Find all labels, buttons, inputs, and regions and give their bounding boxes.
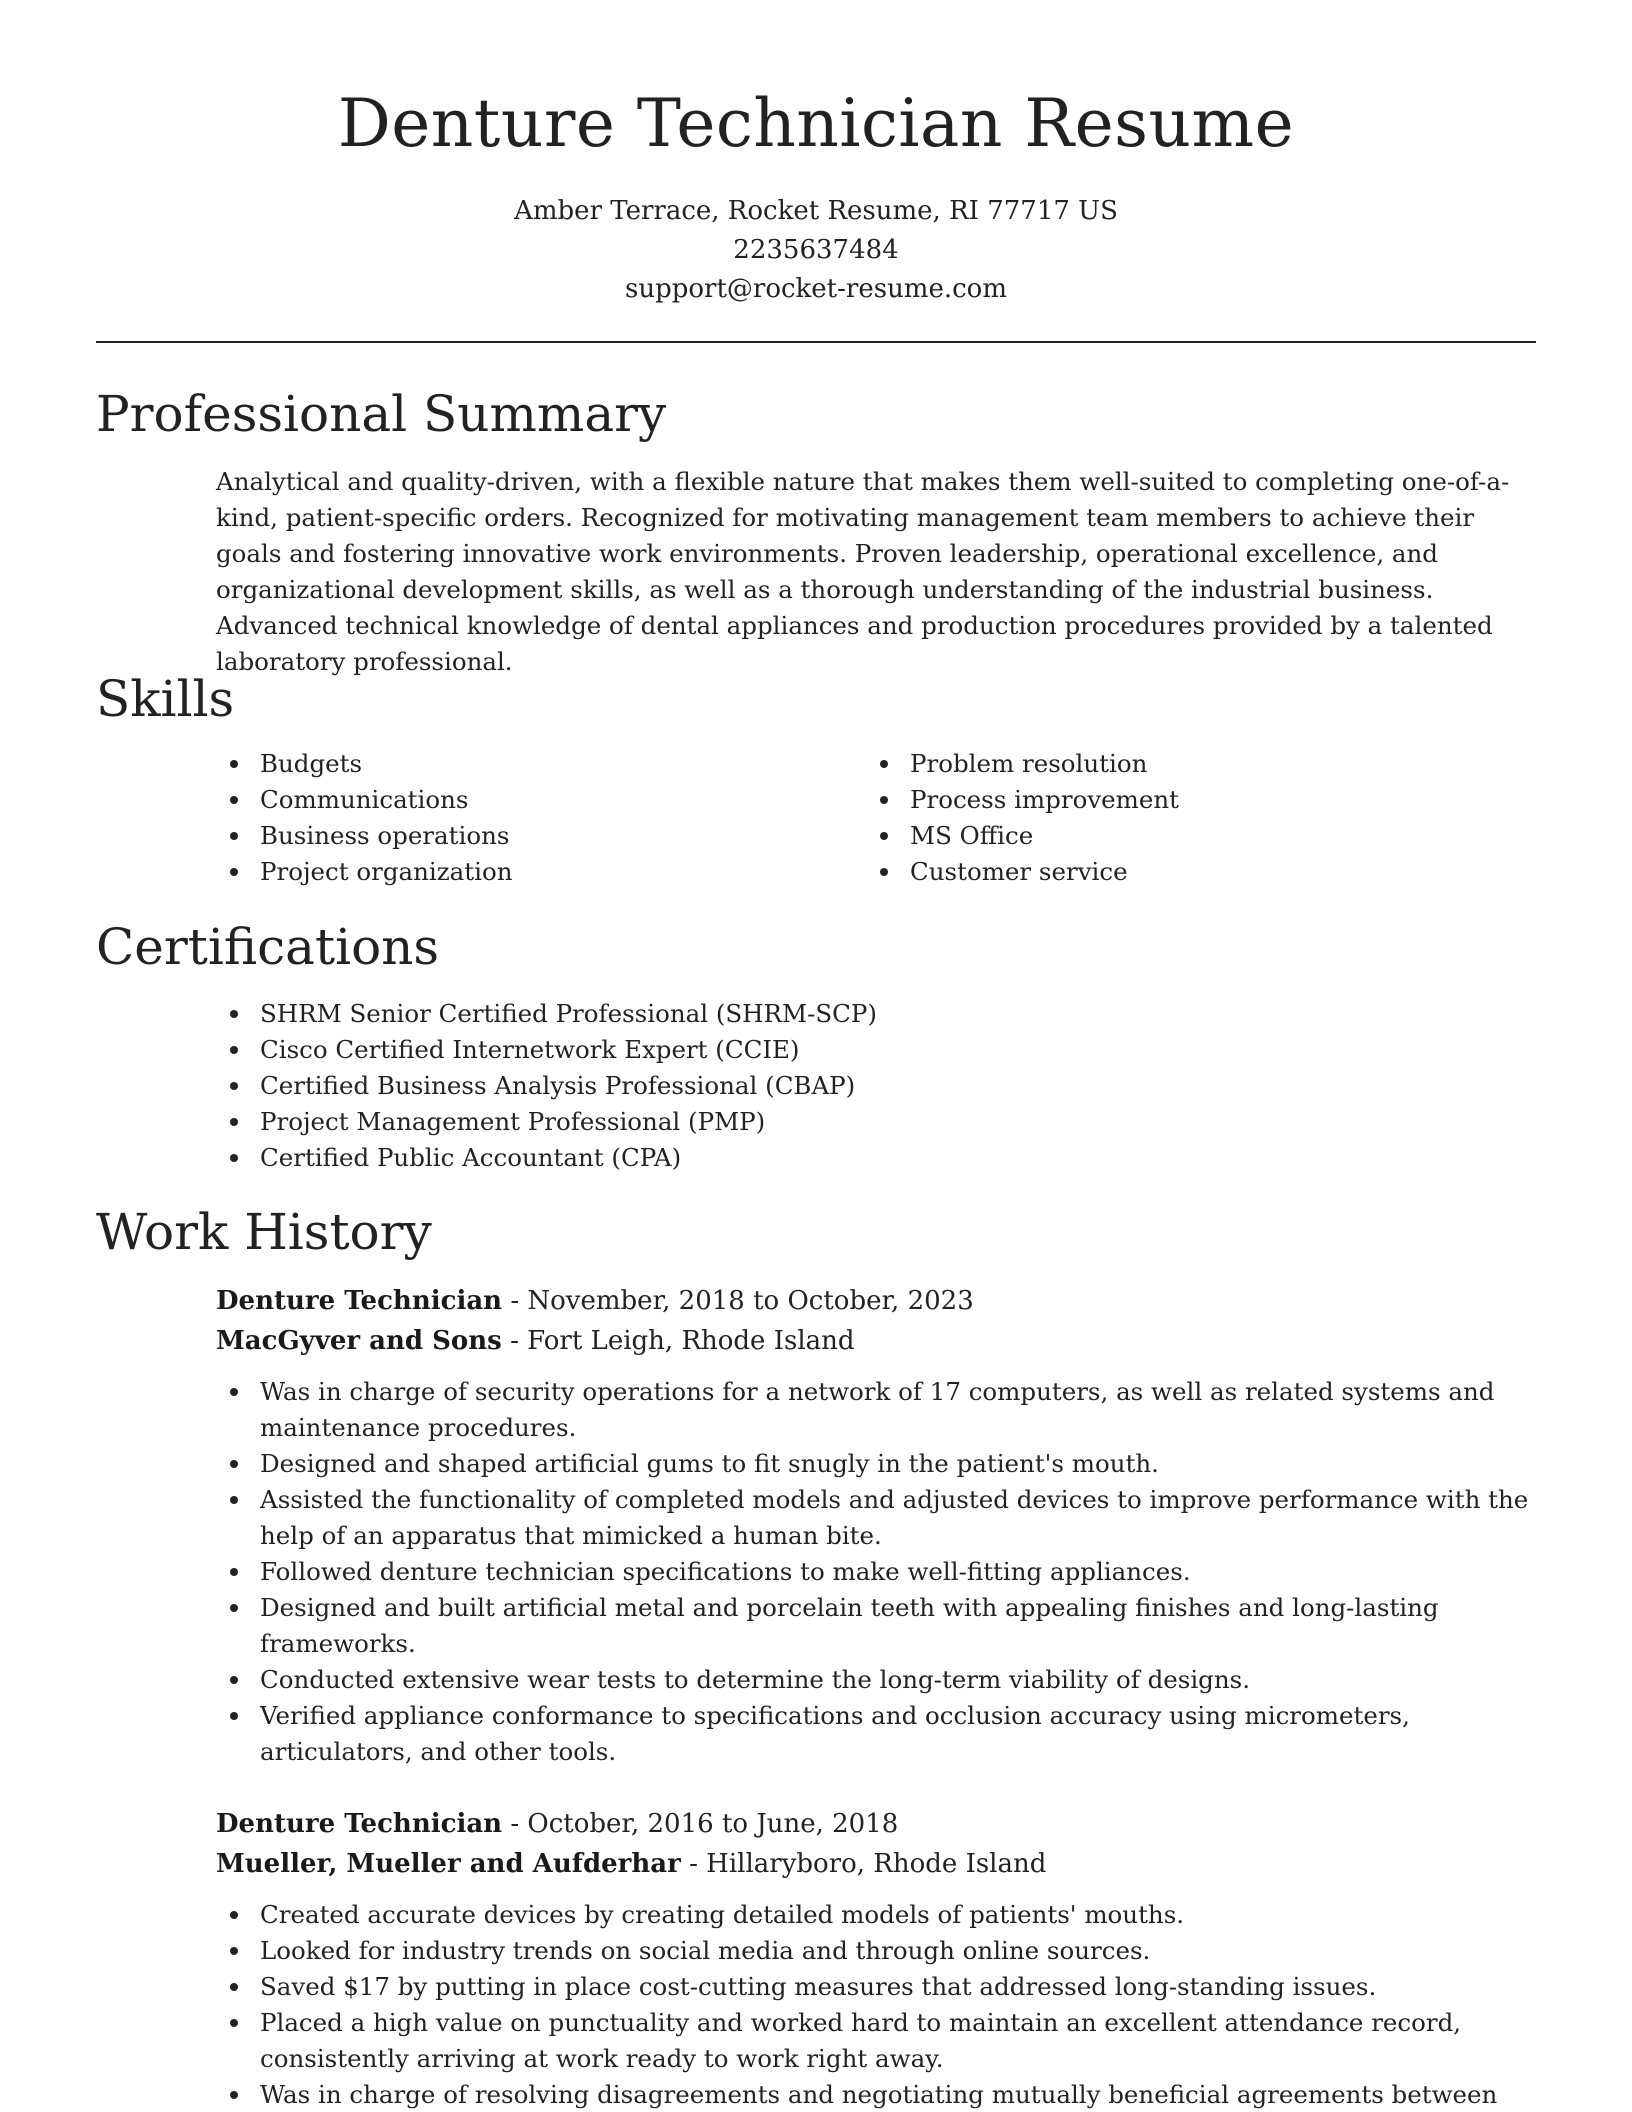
job-bullet: Conducted extensive wear tests to determine the long-term viability of designs. bbox=[216, 1662, 1536, 1698]
job-2-title: Denture Technician bbox=[216, 1809, 503, 1839]
certification-item: Project Management Professional (PMP) bbox=[216, 1104, 1536, 1140]
skills-list-right bbox=[866, 746, 1506, 890]
contact-address: Amber Terrace, Rocket Resume, RI 77717 US bbox=[514, 196, 1118, 226]
skill-item: Business operations bbox=[216, 818, 856, 854]
job-1-dates: November, 2018 to October, 2023 bbox=[527, 1286, 974, 1316]
job-bullet: Created accurate devices by creating detailed models of patients' mouths. bbox=[216, 1897, 1536, 1933]
skill-item: Process improvement bbox=[866, 782, 1506, 818]
skills-list-left bbox=[216, 746, 856, 890]
skill-item: Budgets bbox=[216, 746, 856, 782]
certification-item: Cisco Certified Internetwork Expert (CCIE) bbox=[216, 1032, 1536, 1068]
job-bullet: Designed and shaped artificial gums to fit snugly in the patient's mouth. bbox=[216, 1446, 1536, 1482]
job-1-company: MacGyver and Sons bbox=[216, 1326, 502, 1356]
job-1-title-line: Denture Technician - November, 2018 to October, 2023 bbox=[216, 1286, 974, 1316]
job-bullet: Was in charge of security operations for a network of 17 computers, as well as related systems and maintenance procedures. bbox=[216, 1374, 1536, 1446]
job-bullet: Followed denture technician specifications to make well-fitting appliances. bbox=[216, 1554, 1536, 1590]
job-bullet: Verified appliance conformance to specifications and occlusion accuracy using micrometers, articulators, and other tools. bbox=[216, 1698, 1536, 1770]
job-2-title-line: Denture Technician - October, 2016 to June, 2018 bbox=[216, 1809, 899, 1839]
certification-item: SHRM Senior Certified Professional (SHRM-SCP) bbox=[216, 996, 1536, 1032]
contact-phone: 2235637484 bbox=[733, 235, 899, 265]
job-2-dates: October, 2016 to June, 2018 bbox=[527, 1809, 899, 1839]
contact-block bbox=[0, 192, 1632, 309]
contact-email: support@rocket-resume.com bbox=[624, 274, 1007, 304]
skills-heading: Skills bbox=[96, 670, 235, 728]
skill-item: Communications bbox=[216, 782, 856, 818]
summary-heading: Professional Summary bbox=[96, 385, 667, 443]
job-bullet: Placed a high value on punctuality and worked hard to maintain an excellent attendance record, consistently arriving at work ready to work right away. bbox=[216, 2005, 1536, 2077]
job-bullet: Looked for industry trends on social media and through online sources. bbox=[216, 1933, 1536, 1969]
skill-item: Customer service bbox=[866, 854, 1506, 890]
job-2-company-line: Mueller, Mueller and Aufderhar - Hillaryboro, Rhode Island bbox=[216, 1849, 1047, 1879]
job-1-company-line: MacGyver and Sons - Fort Leigh, Rhode Island bbox=[216, 1326, 855, 1356]
certification-item: Certified Public Accountant (CPA) bbox=[216, 1140, 1536, 1176]
certifications-list bbox=[216, 996, 1536, 1176]
job-2-bullets bbox=[216, 1897, 1536, 2112]
certification-item: Certified Business Analysis Professional (CBAP) bbox=[216, 1068, 1536, 1104]
skill-item: Problem resolution bbox=[866, 746, 1506, 782]
certifications-heading: Certifications bbox=[96, 918, 440, 976]
job-1-bullets bbox=[216, 1374, 1536, 1770]
job-bullet: Assisted the functionality of completed models and adjusted devices to improve performance with the help of an apparatus that mimicked a human bite. bbox=[216, 1482, 1536, 1554]
work-history-heading: Work History bbox=[96, 1203, 432, 1261]
skill-item: Project organization bbox=[216, 854, 856, 890]
job-1-location: Fort Leigh, Rhode Island bbox=[527, 1326, 855, 1356]
job-1-title: Denture Technician bbox=[216, 1286, 503, 1316]
job-2-location: Hillaryboro, Rhode Island bbox=[706, 1849, 1047, 1879]
header-divider bbox=[96, 341, 1536, 343]
summary-text: Analytical and quality-driven, with a flexible nature that makes them well-suited to completing one-of-a-kind, patient-specific orders. Recognized for motivating management team members to achieve their goals and fostering innovative work environments. Proven leadership, operational excellence, and organizational development skills, as well as a thorough understanding of the industrial business. Advanced technical knowledge of dental appliances and production procedures provided by a talented laboratory professional. bbox=[216, 467, 1510, 676]
job-bullet: Saved $17 by putting in place cost-cutting measures that addressed long-standing issues. bbox=[216, 1969, 1536, 2005]
job-2-company: Mueller, Mueller and Aufderhar bbox=[216, 1849, 681, 1879]
resume-name: Denture Technician Resume bbox=[337, 85, 1295, 162]
job-bullet: Was in charge of resolving disagreements and negotiating mutually beneficial agreements between bbox=[216, 2077, 1536, 2112]
job-bullet: Designed and built artificial metal and porcelain teeth with appealing finishes and long-lasting frameworks. bbox=[216, 1590, 1536, 1662]
skill-item: MS Office bbox=[866, 818, 1506, 854]
